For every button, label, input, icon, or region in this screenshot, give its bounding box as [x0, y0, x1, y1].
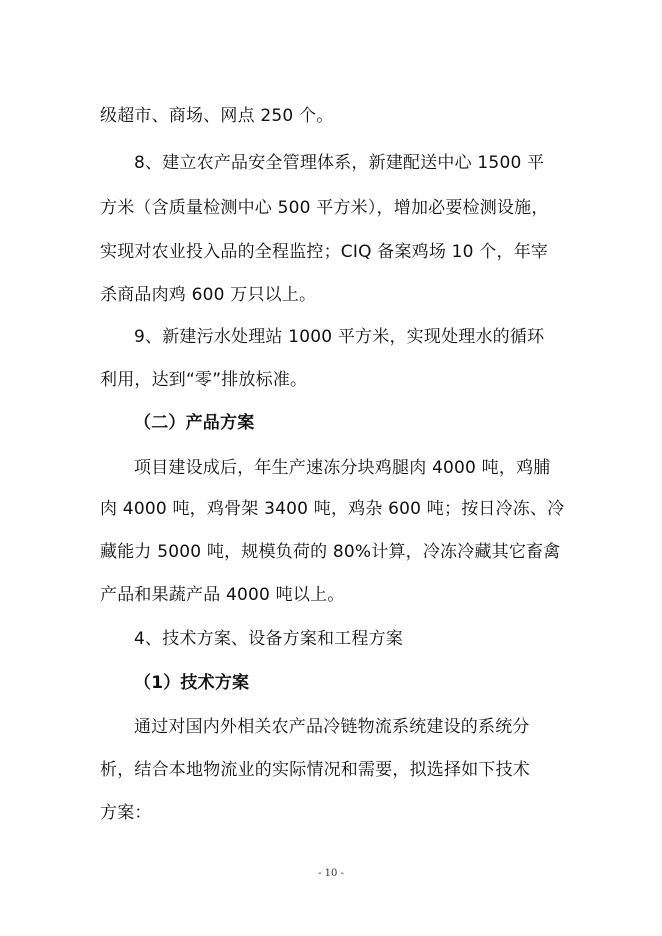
body-text-line: 产品和果蔬产品 4000 吨以上。 [100, 585, 345, 605]
body-text-line: 通过对国内外相关农产品冷链物流系统建设的系统分 [134, 717, 530, 737]
body-text-line: 项目建设成后，年生产速冻分块鸡腿肉 4000 吨，鸡脯 [134, 458, 551, 478]
body-text-line: 析，结合本地物流业的实际情况和需要，拟选择如下技术 [100, 760, 530, 780]
body-text-line: 9、新建污水处理站 1000 平方米，实现处理水的循环 [134, 327, 545, 347]
page-number: - 10 - [318, 868, 344, 879]
section-heading-technical-plan: 4、技术方案、设备方案和工程方案 [134, 629, 404, 649]
body-text-line: 8、建立农产品安全管理体系，新建配送中心 1500 平 [134, 153, 545, 173]
body-text-line: 肉 4000 吨，鸡骨架 3400 吨，鸡杂 600 吨；按日冷冻、冷 [100, 499, 565, 519]
body-text-line: 方案： [100, 803, 152, 823]
subsection-heading-technical-plan: （1）技术方案 [134, 673, 250, 693]
section-heading-product-plan: （二）产品方案 [134, 413, 255, 433]
body-text-line: 利用，达到“零”排放标准。 [100, 370, 308, 390]
body-text-line: 实现对农业投入品的全程监控；CIQ 备案鸡场 10 个，年宰 [100, 242, 549, 262]
body-text-line: 方米（含质量检测中心 500 平方米），增加必要检测设施， [100, 198, 549, 218]
body-text-line: 杀商品肉鸡 600 万只以上。 [100, 285, 317, 305]
body-text-line: 藏能力 5000 吨，规模负荷的 80%计算，冷冻冷藏其它畜禽 [100, 542, 561, 562]
body-text-line: 级超市、商场、网点 250 个。 [100, 106, 334, 126]
